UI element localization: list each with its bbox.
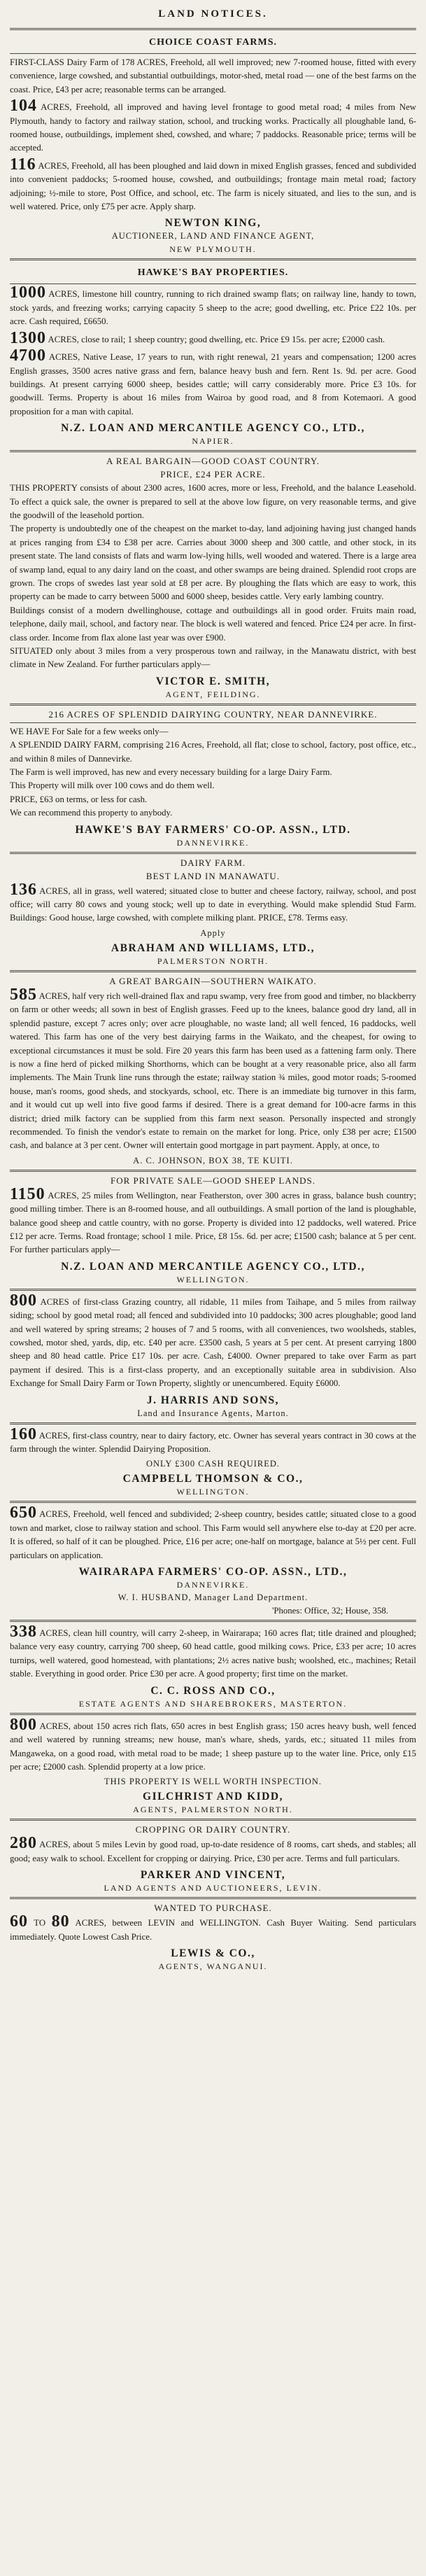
palmerston-notice bbox=[10, 1715, 417, 1816]
listing-text: ACRES, between LEVIN and WELLINGTON. Cash Buyer Waiting. Send particulars immediately. Quote Lowest Cash Price. bbox=[10, 1918, 417, 1942]
listing-text: ACRES, Freehold, all has been ploughed and laid down in mixed English grasses, fenced and subdivided into convenient paddocks; 5-roomed house, cowshed, and outbuildings; frontage main metal road; factory adjoining; ½-mile to store, Post Office, and school, etc. The farm is nicely situated, and lies to the sun, and is well watered. Price, only £75 per acre. Apply sharp. bbox=[10, 160, 416, 212]
listing-lead: 104 bbox=[10, 97, 37, 115]
paragraph: This Property will milk over 100 cows and do them well. bbox=[10, 780, 215, 791]
agent-name: HAWKE'S BAY FARMERS' CO-OP. ASSN., LTD. bbox=[75, 823, 351, 836]
agent-town: AGENTS, WANGANUI. bbox=[158, 1961, 268, 1971]
agent-town: DANNEVIRKE. bbox=[176, 1580, 250, 1590]
divider bbox=[10, 1713, 416, 1715]
apply-line: Apply bbox=[200, 927, 226, 938]
listing-text: ACRES, Native Lease, 17 years to run, with right renewal, 21 years and compensation; 1200 acres English grasses, 3500 acres native grass and fern, balance heavy bush and fern. Rent 1s. 9d. per acre. Good buildings. At present carrying 6000 sheep, besides cattle; will carry considerably more. Price £3 10s. for goodwill. Terms. Property is about 16 miles from Wairoa by good road, and 8 from Kotemaori. A good proposition for a man with capital. bbox=[10, 352, 416, 416]
section-heading: CROPPING OR DAIRY COUNTRY. bbox=[135, 1824, 291, 1835]
divider bbox=[10, 1422, 416, 1424]
listing-text: ACRES, close to rail; 1 sheep country; good dwelling, etc. Price £9 15s. per acre; £2000 cash. bbox=[48, 334, 385, 344]
divider bbox=[10, 1897, 416, 1899]
agent-town: AGENT, FEILDING. bbox=[165, 689, 261, 699]
agent-town: DANNEVIRKE. bbox=[176, 837, 250, 848]
section-heading: A REAL BARGAIN—GOOD COAST COUNTRY. bbox=[106, 456, 320, 467]
listing bbox=[10, 328, 416, 347]
paragraph: THIS PROPERTY consists of about 2300 acres, 1600 acres, more or less, Freehold, and the balance Leasehold. To effect a quick sale, the owner is prepared to sell at the above low figure, on very reasonable terms, and give the goodwill of the leasehold portion. bbox=[10, 483, 416, 520]
section-heading: A GREAT BARGAIN—SOUTHERN WAIKATO. bbox=[109, 975, 317, 986]
section-heading: CHOICE COAST FARMS. bbox=[148, 37, 277, 48]
listing-lead: 1150 bbox=[10, 1184, 45, 1203]
agent-name: LEWIS & CO., bbox=[171, 1947, 255, 1959]
divider bbox=[10, 1620, 416, 1622]
divider bbox=[10, 852, 416, 854]
agent-name: ABRAHAM AND WILLIAMS, LTD., bbox=[111, 941, 315, 954]
paragraph: SITUATED only about 3 miles from a very prosperous town and railway, in the Manawatu district, with best climate in New Zealand. For further particulars apply— bbox=[10, 646, 416, 670]
divider bbox=[10, 722, 416, 723]
listing bbox=[10, 1184, 416, 1257]
listing bbox=[10, 1291, 416, 1391]
listing-lead: 4700 bbox=[10, 346, 46, 365]
paragraph: The Farm is well improved, has new and every necessary building for a large Dairy Farm. bbox=[10, 767, 332, 778]
agent-town: NEW PLYMOUTH. bbox=[169, 244, 257, 255]
listing-text: ACRES, Freehold, all improved and having level frontage to good metal road; 4 miles from New Plymouth, handy to factory and railway station, school, and trucking works. Practically all ploughable land, 6-roomed house, outbuildings, implement shed, cowshed, and whare; 7 paddocks. Reasonable price; terms will be accepted. bbox=[10, 102, 416, 153]
manawatu-notice bbox=[10, 858, 416, 967]
listing-text: ACRES, half very rich well-drained flax and rapu swamp, very free from good and timber, no blackberry on farm or other weeds; all sown in best of English grasses. Feed up to the knees, balance good dry land, all in splendid pasture, except 7 acres only; over acre ploughable, no waste land; all well fenced, 16 paddocks, well watered. This farm has one of the very best dairying farms in the Waikato, and the cheapest, for owing to exceptional circumstances it must be sold. Fire 20 years this farm has been used as a fattening farm only. There is now a fine herd of picked milking Shorthorns, which can be bought at a very reasonable price, also all farm implements. The Main Trunk line runs through the estate; railway station ¾ miles, good motor roads; 5-roomed house, man's rooms, good sheds, and stockyards, school, etc. There is an immediate big turnover in this farm, and it would cut up well into five good farms if desired. There is a great demand for 100-acre farms in this district; dried milk factory can be supplied from this farm next season. Personally inspected and strongly recommended. To finish the vendor's estate to remain on the market for long. Price, only £38 per acre; £1500 cash, and balance at 3 per cent. Owner will entertain good mortgage in part payment. Apply, at once, to bbox=[10, 990, 417, 1151]
listing-lead: 160 bbox=[10, 1424, 37, 1443]
listing bbox=[10, 1912, 417, 1944]
listing bbox=[10, 56, 416, 97]
agent-name: WAIRARAPA FARMERS' CO-OP. ASSN., LTD., bbox=[78, 1566, 348, 1578]
agent-town: WELLINGTON. bbox=[176, 1487, 250, 1497]
phone-line: 'Phones: Office, 32; House, 358. bbox=[272, 1606, 388, 1616]
wairarapa-notice bbox=[10, 1506, 416, 1616]
divider bbox=[10, 1819, 416, 1821]
agent-description: ESTATE AGENTS AND SHAREBROKERS, MASTERTON. bbox=[78, 1698, 348, 1709]
listing-text: ACRES of first-class Grazing country, all ridable, 11 miles from Taihape, and 5 miles from railway siding; school by good metal road; all fenced and subdivided into 10 paddocks; 300 acres ploughable; good land and well watered by spring streams; 2 houses of 7 and 5 rooms, with all conveniences, two woolsheds, stables, cowshed, motor shed, yards, dip, etc. £40 per acre. £3500 cash, 5 years at 5 per cent. At present carrying 1800 sheep and 80 head cattle. Price £17 10s. per acre. Cash, £4000. Owner prepared to take over Farm as part payment if desired. This is a first-class property, and an exceptionally suitable area in subdivision. Also Exchange for Small Dairy Farm or Town Property, slightly or unencumbered. Equity £6000. bbox=[10, 1296, 416, 1389]
agent-town: AGENTS, PALMERSTON NORTH. bbox=[133, 1805, 293, 1815]
agent-town: NAPIER. bbox=[192, 436, 234, 447]
cropping-notice bbox=[10, 1824, 416, 1893]
agent-description: Land and Insurance Agents, Marton. bbox=[137, 1408, 289, 1418]
listing-text: ACRES, all in grass, well watered; situated close to butter and cheese factory, railway, school, and post office; will carry 80 cows and young stock; well up to date in everything. Would make splendid Stud Farm. Buildings: Good house, large cowshed, with complete milking plant. PRICE, £78. Terms easy. bbox=[10, 886, 417, 923]
listing bbox=[10, 1715, 417, 1774]
section-heading: HAWKE'S BAY PROPERTIES. bbox=[137, 267, 289, 279]
listing-text: ACRES, Freehold, well fenced and subdivided; 2-sheep country, besides cattle; situated close to a good town and market, close to railway station and school. This Farm would sell anywhere else to-day at £20 per acre. It is offered, so half of it can be ploughed. Price, £16 per acre; one-half on mortgage, balance at 5½ per cent. Full particulars on application. bbox=[10, 1509, 416, 1560]
listing-text: ACRES, 25 miles from Wellington, near Featherston, over 300 acres in grass, balance bush country; good milling timber. There is an 8-roomed house, and all outbuildings. A small portion of the land is ploughable, balance good sheep and cattle country, with no gorse. Property is divided into 12 paddocks, well watered. Price £12 per acre. Terms. Road frontage; school 1 mile. Price, £8 15s. 6d. per acre; £1500 cash; balance at 5 per cent. For further particulars apply— bbox=[10, 1190, 416, 1255]
agent-name: N.Z. LOAN AND MERCANTILE AGENCY CO., LTD., bbox=[61, 422, 365, 435]
listing bbox=[10, 286, 416, 328]
cash-required: ONLY £300 CASH REQUIRED. bbox=[145, 1459, 281, 1469]
listing-lead: 800 bbox=[10, 1291, 37, 1310]
divider bbox=[10, 1289, 416, 1291]
listing bbox=[10, 1625, 416, 1681]
masterton-notice bbox=[10, 1625, 416, 1709]
listing-text: ACRES, about 5 miles Levin by good road, up-to-date residence of 8 rooms, cart sheds, and stables; all good; easy walk to school. Excellent for cropping or dairying. Price, £30 per acre. Terms and full particulars. bbox=[10, 1840, 416, 1863]
hawkes-bay-notice bbox=[10, 264, 416, 447]
agent-description: LAND AGENTS AND AUCTIONEERS, LEVIN. bbox=[104, 1883, 322, 1893]
paragraph: A SPLENDID DAIRY FARM, comprising 216 Acres, Freehold, all flat; close to school, factory, post office, etc., and within 8 miles of Dannevirke. bbox=[10, 740, 416, 764]
agent-name: NEWTON KING, bbox=[164, 217, 262, 230]
divider bbox=[10, 704, 416, 706]
listing-lead: 585 bbox=[10, 985, 37, 1004]
agent-name: N.Z. LOAN AND MERCANTILE AGENCY CO., LTD., bbox=[61, 1260, 365, 1273]
dannevirke-notice bbox=[10, 709, 416, 848]
listing bbox=[10, 346, 416, 419]
listing-lead: 1000 bbox=[10, 284, 46, 302]
inspection-note: THIS PROPERTY IS WELL WORTH INSPECTION. bbox=[104, 1777, 322, 1787]
grazing-notice bbox=[10, 1291, 416, 1419]
sheep-lands-notice bbox=[10, 1175, 416, 1285]
listing-lead: 800 bbox=[10, 1715, 37, 1734]
divider bbox=[10, 53, 416, 54]
listing-text: ACRES, about 150 acres rich flats, 650 acres in best English grass; 150 acres heavy bush, well fenced and well watered by running streams; new house, man's whare, sheds, yards, etc.; situated 11 miles from Mangaweka, on a good road, with metal road to be made; 1 sheep pasture up to the water line. Price, only £15 per acre; £2000 cash. Splendid property at a low price. bbox=[10, 1721, 417, 1772]
paragraph: Buildings consist of a modern dwellinghouse, cottage and outbuildings all in good order. Fruits main road, telephone, daily mail, school, and factory near. The block is well watered and fenced. Price £24 per acre. In first-class order. Income from flax alone last year was over £900. bbox=[10, 605, 416, 643]
agent-description: AUCTIONEER, LAND AND FINANCE AGENT, bbox=[111, 231, 315, 241]
listing-lead: FIRST-CLASS bbox=[10, 57, 64, 67]
paragraph: PRICE, £63 on terms, or less for cash. bbox=[10, 794, 148, 804]
dairying-160-notice bbox=[10, 1424, 416, 1498]
agent-name: VICTOR E. SMITH, bbox=[155, 675, 271, 687]
divider bbox=[10, 970, 416, 972]
intro: WE HAVE For Sale for a few weeks only— bbox=[10, 726, 169, 736]
paragraph: The property is undoubtedly one of the cheapest on the market to-day, land adjoining having just changed hands at prices ranging from £34 to £38 per acre. Carries about 3000 sheep and 300 cattle, and other stock, in its present state. The land consists of flats and warm low-lying hills, well wooded and watered. There is a large area of swamp land, equal to any dairy land on the coast, and other swamps are being drained. Splendid root crops are grown. The crops of swedes last year sold at £8 per acre. By ploughing the flats which are easy to work, this property can be made to carry between 5000 and 6000 sheep, besides cattle. Very early lambing country. bbox=[10, 524, 416, 602]
choice-coast-farms-notice bbox=[10, 34, 416, 255]
listing-text: ACRES, clean hill country, will carry 2-sheep, in Wairarapa; 160 acres flat; title drained and ploughed; balance very easy country, carrying 700 sheep, 60 head cattle, good milking cows. Price, £33 per acre; 10 acres turnips, well watered, good homestead, with plantations; 2½ acres native bush; woolshed, etc., machines; Retail stable. Everything in good order. Price £30 per acre. A good property; first time on the market. bbox=[10, 1628, 416, 1679]
agent-town: PALMERSTON NORTH. bbox=[157, 955, 269, 966]
listing-text: ACRES, limestone hill country, running to rich drained swamp flats; on railway line, handy to town, stock yards, and freezing works; carrying capacity 5 sheep to the acre; good dwelling, etc. Price £22 10s. per acre. Cash required, £6650. bbox=[10, 289, 416, 327]
listing-lead: 650 bbox=[10, 1504, 37, 1522]
listing-lead: 280 bbox=[10, 1834, 37, 1853]
listing-lead-to: TO bbox=[34, 1918, 46, 1928]
section-heading: DAIRY FARM. bbox=[180, 857, 246, 868]
divider bbox=[10, 450, 416, 452]
agent-town: WELLINGTON. bbox=[176, 1274, 250, 1284]
price-line: PRICE, £24 PER ACRE. bbox=[160, 469, 266, 480]
real-bargain-notice bbox=[10, 456, 416, 700]
section-heading: 216 ACRES OF SPLENDID DAIRYING COUNTRY, NEAR DANNEVIRKE. bbox=[48, 708, 378, 720]
agent-name: PARKER AND VINCENT, bbox=[140, 1869, 286, 1882]
section-heading: WANTED TO PURCHASE. bbox=[154, 1903, 272, 1914]
agent-name: J. HARRIS AND SONS, bbox=[146, 1394, 280, 1406]
listing-lead: 338 bbox=[10, 1623, 37, 1642]
listing-lead: 136 bbox=[10, 880, 37, 899]
divider bbox=[10, 258, 416, 260]
listing-text: ACRES, first-class country, near to dairy factory, etc. Owner has several years contract in 30 cows at the farm through the winter. Splendid Dairying Proposition. bbox=[10, 1430, 416, 1455]
waikato-notice bbox=[10, 976, 416, 1166]
listing-lead: 116 bbox=[10, 155, 36, 174]
masthead: LAND NOTICES. bbox=[158, 8, 268, 20]
listing bbox=[10, 1424, 416, 1457]
divider bbox=[10, 1501, 416, 1503]
listing bbox=[10, 1506, 416, 1562]
paragraph: We can recommend this property to anybody. bbox=[10, 808, 173, 818]
listing bbox=[10, 1834, 416, 1865]
agent-name: A. C. JOHNSON, BOX 38, TE KUITI. bbox=[133, 1155, 293, 1166]
agent-name: C. C. ROSS AND CO., bbox=[150, 1684, 276, 1697]
section-subheading: BEST LAND IN MANAWATU. bbox=[145, 870, 281, 881]
divider bbox=[10, 28, 416, 30]
listing-body bbox=[10, 725, 416, 820]
listing bbox=[10, 155, 416, 214]
section-heading: FOR PRIVATE SALE—GOOD SHEEP LANDS. bbox=[111, 1175, 315, 1186]
listing-lead-from: 60 bbox=[10, 1912, 28, 1931]
divider bbox=[10, 1170, 416, 1172]
agent-name: GILCHRIST AND KIDD, bbox=[143, 1791, 283, 1803]
manager-line: W. I. HUSBAND, Manager Land Department. bbox=[118, 1592, 308, 1603]
listing-lead: 1300 bbox=[10, 328, 46, 347]
listing bbox=[10, 880, 417, 925]
agent-name: CAMPBELL THOMSON & CO., bbox=[122, 1473, 304, 1485]
listing-body bbox=[10, 482, 416, 672]
wanted-notice bbox=[10, 1903, 416, 1972]
listing bbox=[10, 99, 416, 155]
listing-lead-upto: 80 bbox=[51, 1912, 70, 1931]
listing bbox=[10, 985, 417, 1153]
listing-text: Dairy Farm of 178 ACRES, Freehold, all well improved; new 7-roomed house, fitted with every convenience, large cowshed, and substantial outbuildings, motor-shed, metal road — one of the best farms on the coast. Price, £43 per acre; reasonable terms can be arranged. bbox=[10, 57, 416, 94]
